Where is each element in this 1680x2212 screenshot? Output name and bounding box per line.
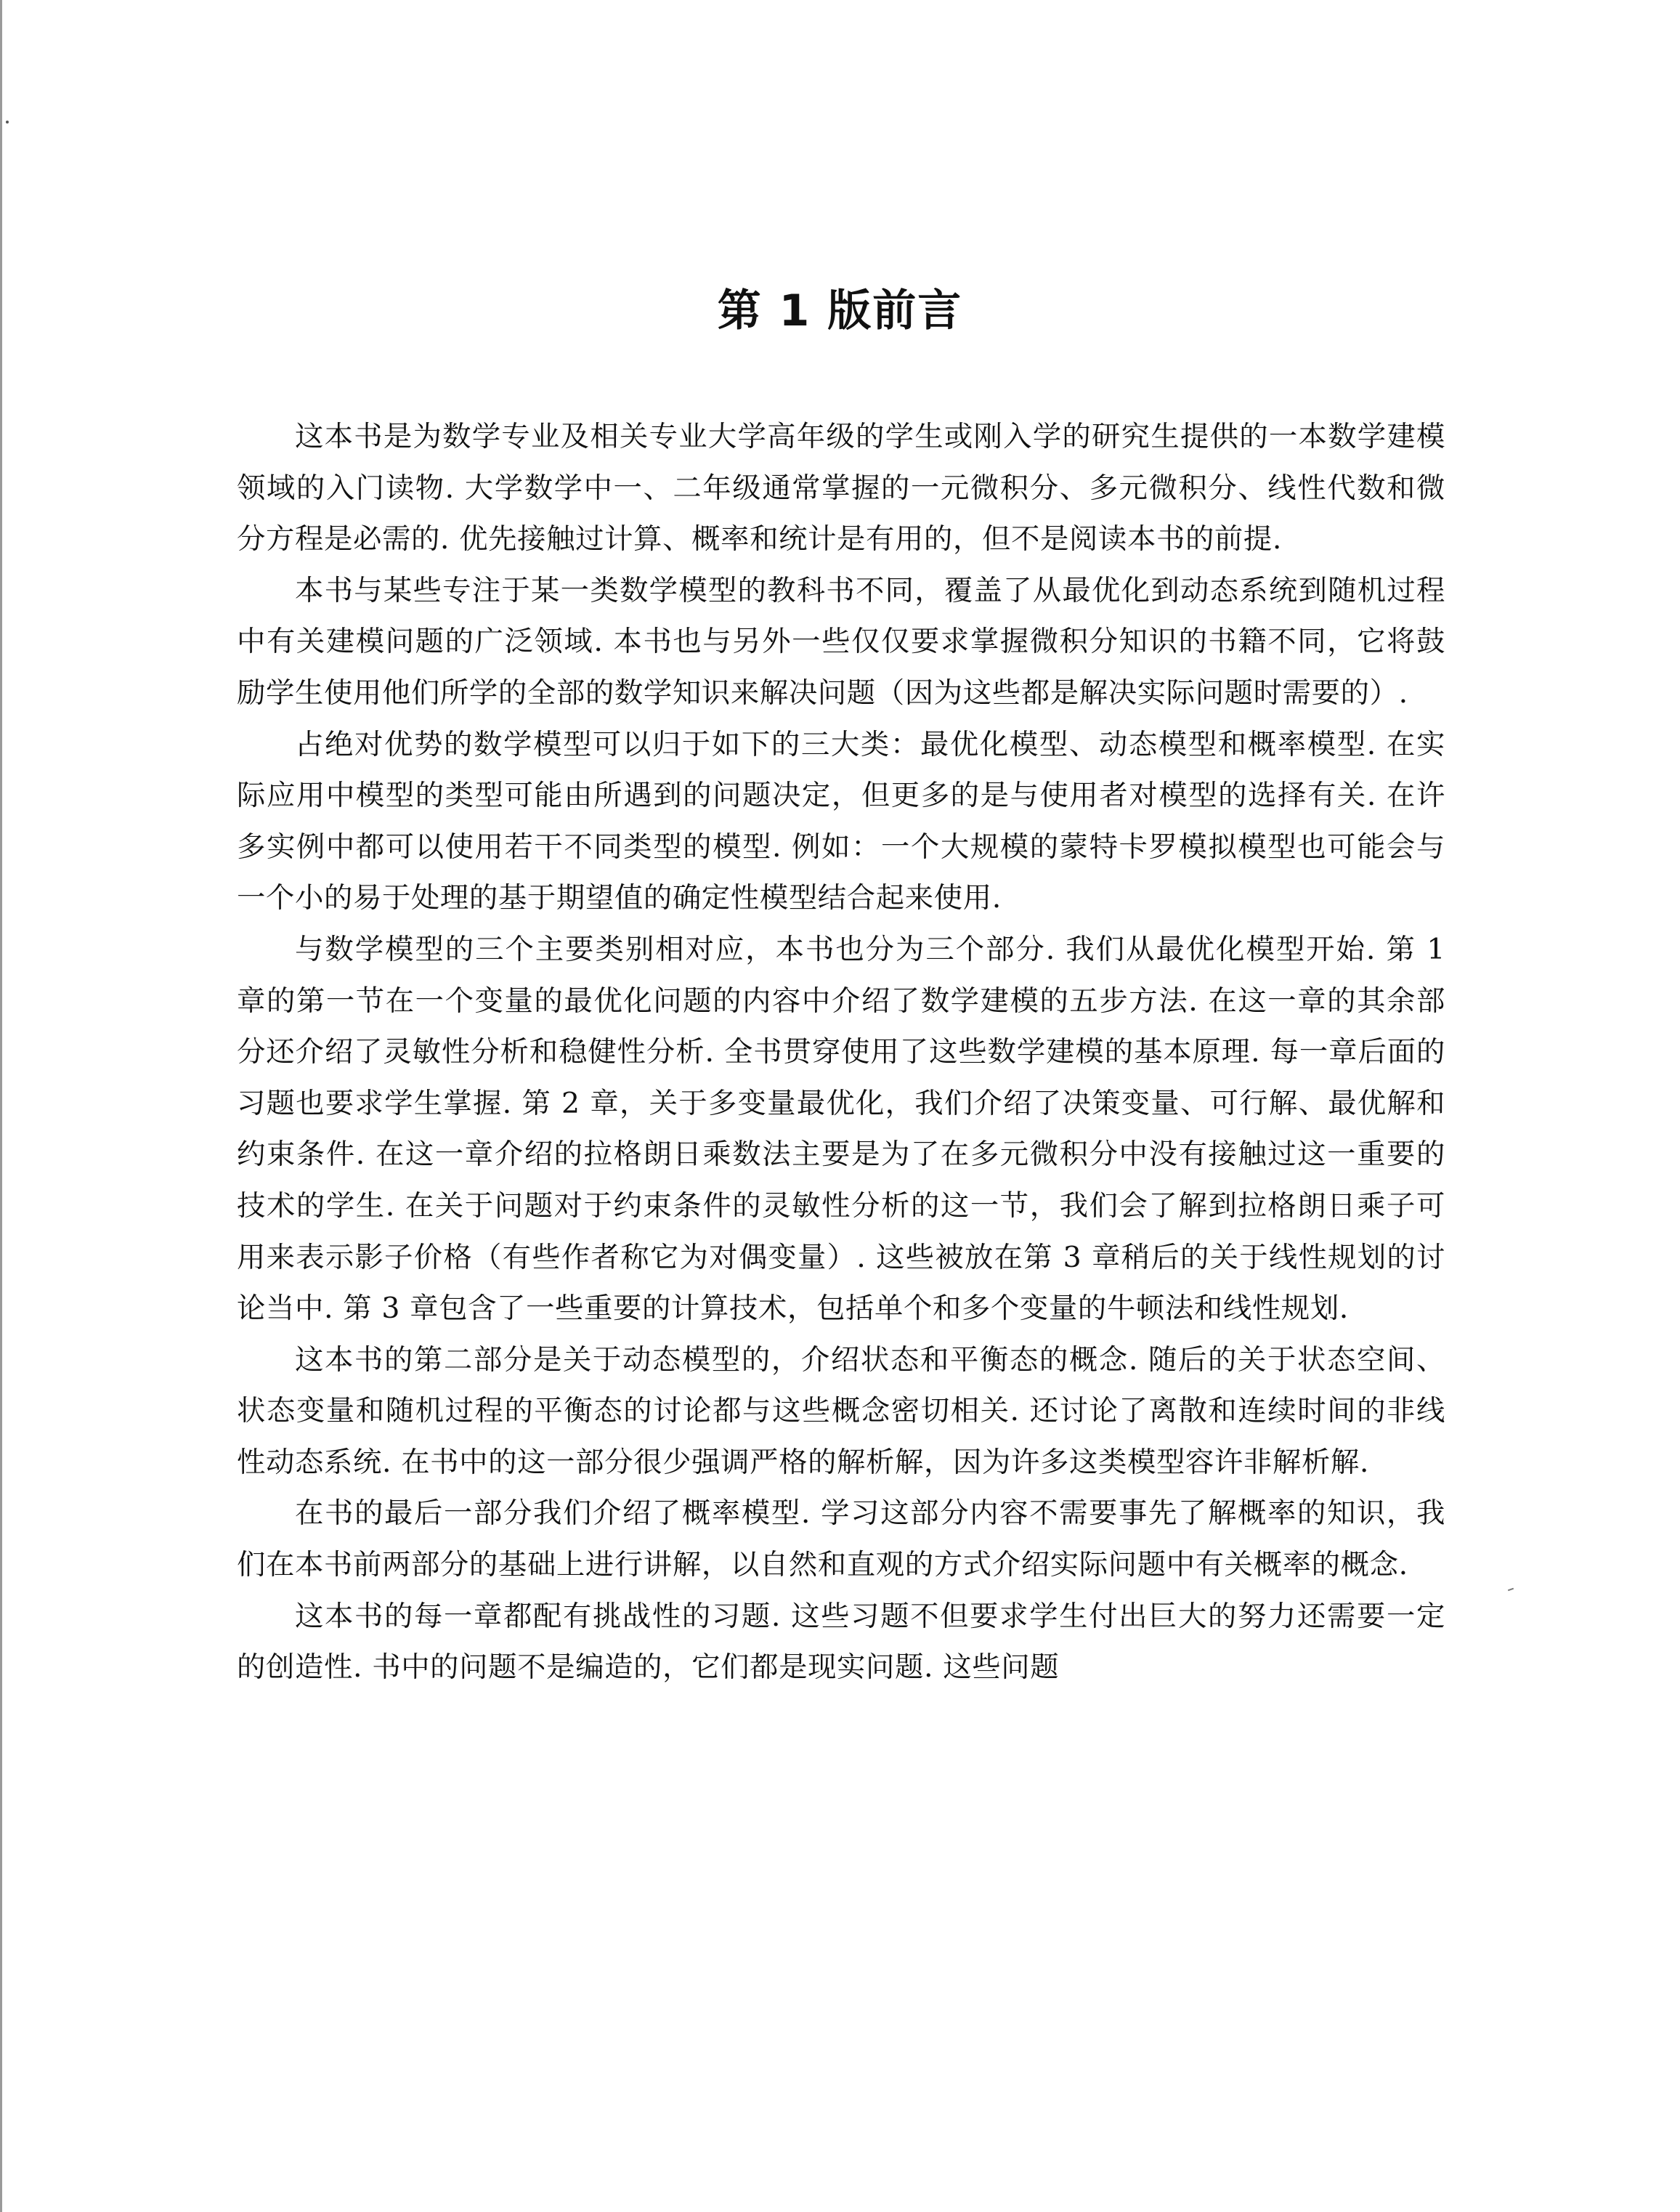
scan-speck: [6, 121, 9, 123]
paragraph: 占绝对优势的数学模型可以归于如下的三大类：最优化模型、动态模型和概率模型. 在实际应用中模型的类型可能由所遇到的问题决定，但更多的是与使用者对模型的选择有关. 在许多实例中都可以使用若干不同类型的模型. 例如：一个大规模的蒙特卡罗模拟模型也可能会与一个小的易于处理的基于期望值的确定性模型结合起来使用.: [237, 727, 1445, 915]
page-title: 第 1 版前言: [717, 285, 963, 336]
paragraph: 这本书的第二部分是关于动态模型的，介绍状态和平衡态的概念. 随后的关于状态空间、状态变量和随机过程的平衡态的讨论都与这些概念密切相关. 还讨论了离散和连续时间的非线性动态系统. 在书中的这一部分很少强调严格的解析解，因为许多这类模型容许非解析解.: [237, 1342, 1445, 1479]
paragraph: 本书与某些专注于某一类数学模型的教科书不同，覆盖了从最优化到动态系统到随机过程中有关建模问题的广泛领域. 本书也与另外一些仅仅要求掌握微积分知识的书籍不同，它将鼓励学生使用他们所学的全部的数学知识来解决问题（因为这些都是解决实际问题时需要的）.: [237, 573, 1445, 710]
paragraph: 这本书的每一章都配有挑战性的习题. 这些习题不但要求学生付出巨大的努力还需要一定的创造性. 书中的问题不是编造的，它们都是现实问题. 这些问题: [237, 1599, 1445, 1685]
paragraph: 这本书是为数学专业及相关专业大学高年级的学生或刚入学的研究生提供的一本数学建模领域的入门读物. 大学数学中一、二年级通常掌握的一元微积分、多元微积分、线性代数和微分方程是必需的. 优先接触过计算、概率和统计是有用的，但不是阅读本书的前提.: [237, 420, 1445, 556]
preface-body: [237, 411, 1445, 1693]
paragraph: 在书的最后一部分我们介绍了概率模型. 学习这部分内容不需要事先了解概率的知识，我们在本书前两部分的基础上进行讲解，以自然和直观的方式介绍实际问题中有关概率的概念.: [237, 1496, 1445, 1582]
scan-speck: [1508, 1588, 1514, 1592]
paragraph: 与数学模型的三个主要类别相对应，本书也分为三个部分. 我们从最优化模型开始. 第 1 章的第一节在一个变量的最优化问题的内容中介绍了数学建模的五步方法. 在这一章的其余部分还介绍了灵敏性分析和稳健性分析. 全书贯穿使用了这些数学建模的基本原理. 每一章后面的习题也要求学生掌握. 第 2 章，关于多变量最优化，我们介绍了决策变量、可行解、最优解和约束条件. 在这一章介绍的拉格朗日乘数法主要是为了在多元微积分中没有接触过这一重要的技术的学生. 在关于问题对于约束条件的灵敏性分析的这一节，我们会了解到拉格朗日乘子可用来表示影子价格（有些作者称它为对偶变量）. 这些被放在第 3 章稍后的关于线性规划的讨论当中. 第 3 章包含了一些重要的计算技术，包括单个和多个变量的牛顿法和线性规划.: [237, 932, 1445, 1326]
